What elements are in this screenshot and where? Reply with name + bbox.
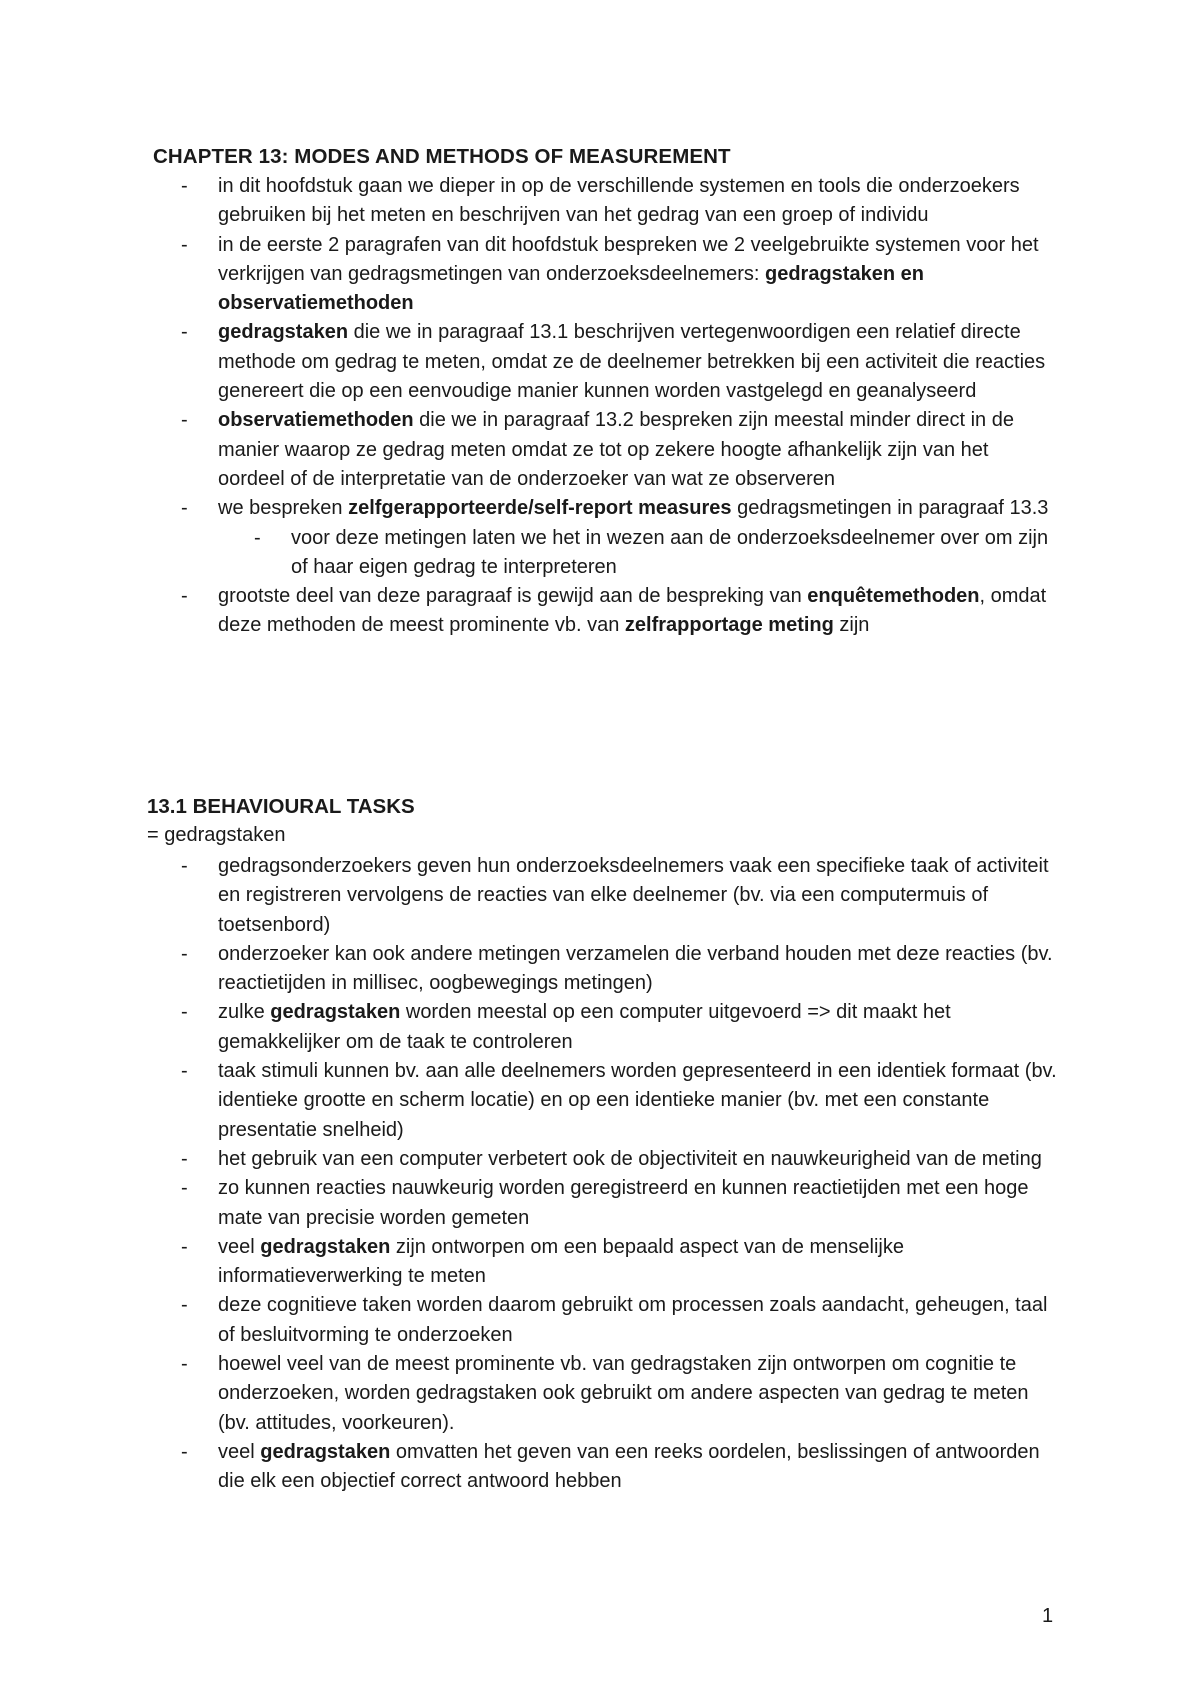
bullet-dash: - — [181, 1001, 188, 1024]
bullet-dash: - — [181, 1235, 188, 1258]
bullet-dash: - — [254, 526, 261, 549]
bullet-dash: - — [181, 1060, 188, 1083]
list-item: - hoewel veel van de meest prominente vb. van gedragstaken zijn ontworpen om cognitie te onderzoeken, worden gedragstaken ook gebruikt om andere aspecten van gedrag te meten (bv. attitudes, voorkeuren). — [0, 1350, 1060, 1438]
bullet-dash: - — [181, 1440, 188, 1463]
list-item: - gedragstaken die we in paragraaf 13.1 beschrijven vertegenwoordigen een relatief directe methode om gedrag te meten, omdat ze de deelnemer betrekken bij een activiteit die reacties genereert die op een eenvoudige manier kunnen worden vastgelegd en geanalyseerd — [0, 318, 1060, 406]
bold-term: gedragstaken en observatiemethoden — [218, 262, 924, 315]
bold-term: gedragstaken — [260, 1235, 391, 1258]
page-number: 1 — [1042, 1605, 1054, 1627]
chapter-title: CHAPTER 13: MODES AND METHODS OF MEASUREMENT — [153, 145, 731, 168]
bullet-dash: - — [181, 1177, 188, 1200]
bullet-dash: - — [181, 855, 188, 877]
section-title: 13.1 BEHAVIOURAL TASKS — [147, 795, 415, 818]
bold-term: observatiemethoden — [218, 409, 414, 432]
bullet-dash: - — [181, 1294, 188, 1317]
bullet-dash: - — [181, 585, 188, 608]
list-item: - observatiemethoden die we in paragraaf 13.2 bespreken zijn meestal minder direct in de manier waarop ze gedrag meten omdat ze tot op zekere hoogte afhankelijk zijn van het oordeel of de interpretatie van de onderzoeker van wat ze observeren — [0, 406, 1060, 494]
list-item: - zo kunnen reacties nauwkeurig worden geregistreerd en kunnen reactietijden met een hoge mate van precisie worden gemeten — [0, 1174, 1060, 1233]
bullet-dash: - — [181, 942, 188, 965]
bullet-dash: - — [181, 497, 188, 520]
list-item: - taak stimuli kunnen bv. aan alle deelnemers worden gepresenteerd in een identiek formaat (bv. identieke grootte en scherm locatie) en op een identieke manier (bv. met een constante presentatie snelheid) — [0, 1057, 1060, 1145]
bold-term: gedragstaken — [260, 1440, 391, 1463]
bold-term: gedragstaken — [270, 1001, 401, 1024]
list-item: - grootste deel van deze paragraaf is gewijd aan de bespreking van enquêtemethoden, omdat deze methoden de meest prominente vb. van zelfrapportage meting zijn — [0, 582, 1060, 641]
bullet-dash: - — [181, 233, 188, 256]
bold-term: zelfgerapporteerde/self-report measures — [348, 497, 732, 520]
list-item: - gedragsonderzoekers geven hun onderzoeksdeelnemers vaak een specifieke taak of activiteit en registreren vervolgens de reacties van elke deelnemer (bv. via een computermuis of toetsenbord) — [0, 852, 1060, 940]
sub-list-item: - voor deze metingen laten we het in wezen aan de onderzoeksdeelnemer over om zijn of haar eigen gedrag te interpreteren — [291, 524, 1069, 583]
list-item: - zulke gedragstaken worden meestal op een computer uitgevoerd => dit maakt het gemakkelijker om de taak te controleren — [0, 998, 1060, 1057]
bold-term: zelfrapportage meting — [624, 614, 834, 637]
bullet-dash: - — [181, 175, 188, 197]
list-item: - het gebruik van een computer verbetert ook de objectiviteit en nauwkeurigheid van de meting — [0, 1145, 1060, 1174]
list-item: - veel gedragstaken zijn ontworpen om een bepaald aspect van de menselijke informatieverwerking te meten — [0, 1233, 1060, 1292]
list-item: - in de eerste 2 paragrafen van dit hoofdstuk bespreken we 2 veelgebruikte systemen voor het verkrijgen van gedragsmetingen van onderzoeksdeelnemers: gedragstaken en observatiemethoden — [0, 231, 1060, 319]
list-item: - onderzoeker kan ook andere metingen verzamelen die verband houden met deze reacties (bv. reactietijden in millisec, oogbewegings metingen) — [0, 940, 1060, 999]
list-item: - we bespreken zelfgerapporteerde/self-report measures gedragsmetingen in paragraaf 13.3 - voor deze metingen laten we het in wezen aan de onderzoeksdeelnemer over om zijn of haar eigen gedrag te interpreteren — [0, 494, 1060, 582]
list-item: - in dit hoofdstuk gaan we dieper in op de verschillende systemen en tools die onderzoekers gebruiken bij het meten en beschrijven van het gedrag van een groep of individu — [0, 172, 1060, 231]
bullet-dash: - — [181, 321, 188, 344]
intro-list — [0, 172, 1200, 641]
bullet-dash: - — [181, 1353, 188, 1376]
bold-term: gedragstaken — [218, 321, 349, 344]
sub-list — [218, 524, 1060, 583]
section-list — [0, 852, 1200, 1497]
list-item: - veel gedragstaken omvatten het geven van een reeks oordelen, beslissingen of antwoorden die elk een objectief correct antwoord hebben — [0, 1438, 1060, 1497]
list-item: - deze cognitieve taken worden daarom gebruikt om processen zoals aandacht, geheugen, taal of besluitvorming te onderzoeken — [0, 1291, 1060, 1350]
bold-term: enquêtemethoden — [807, 585, 980, 608]
bullet-dash: - — [181, 409, 188, 432]
bullet-dash: - — [181, 1147, 188, 1170]
section-definition: = gedragstaken — [147, 824, 286, 846]
